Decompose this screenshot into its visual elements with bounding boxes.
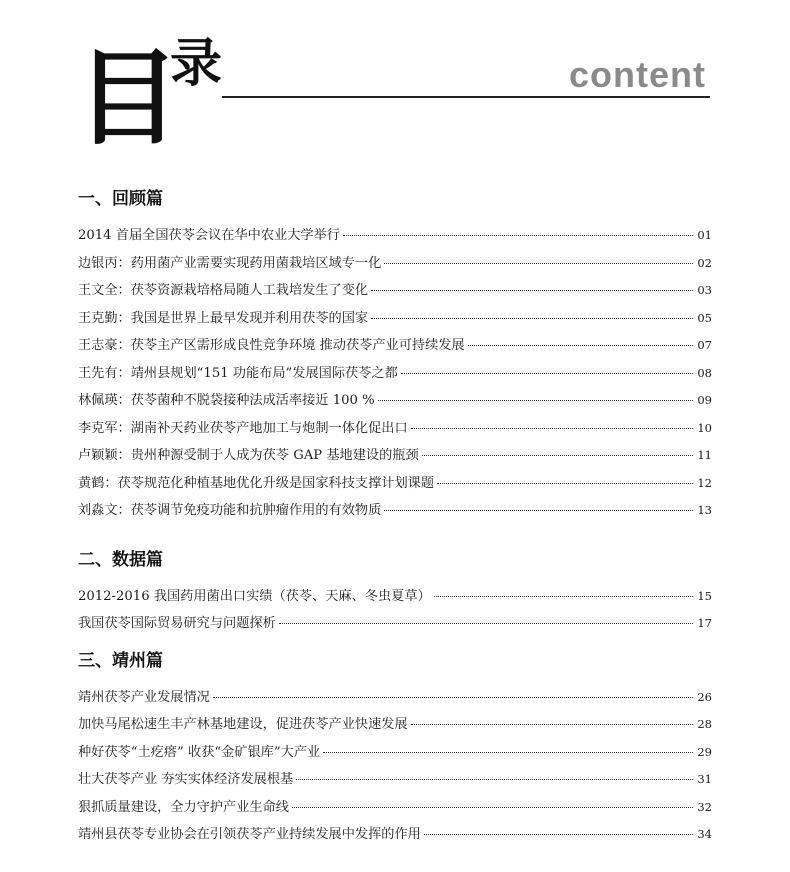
toc-entry[interactable]	[78, 332, 712, 360]
entry-page-number: 29	[697, 744, 712, 759]
header-rule	[222, 96, 710, 98]
entry-page-number: 17	[697, 616, 712, 630]
dot-leader	[371, 318, 693, 319]
toc-entry[interactable]	[78, 684, 712, 712]
dot-leader	[434, 596, 693, 597]
entry-title: 靖州县规划“151 功能布局”发展国际茯苓之都	[130, 365, 398, 381]
entry-title: 茯苓主产区需形成良性竞争环境 推动茯苓产业可持续发展	[130, 338, 465, 353]
toc-entry[interactable]	[78, 470, 712, 498]
section-title: 三、靖州篇	[78, 650, 163, 671]
entry-page-number: 13	[697, 503, 712, 517]
entry-title: 茯苓规范化种植基地优化升级是国家科技支撑计划课题	[117, 475, 435, 491]
entry-page-number: 32	[697, 799, 712, 814]
dot-leader	[378, 400, 693, 401]
toc-entry[interactable]	[78, 250, 712, 278]
entry-page-number: 26	[697, 689, 712, 704]
entry-author: 王志豪：	[78, 338, 131, 353]
entry-author: 王先有：	[78, 365, 131, 381]
toc-entry[interactable]	[78, 387, 712, 415]
dot-leader	[424, 834, 693, 835]
entry-page-number: 15	[697, 588, 712, 603]
toc-entry[interactable]	[78, 821, 712, 849]
entry-title: 我国是世界上最早发现并利用茯苓的国家	[130, 310, 369, 326]
section-title: 二、数据篇	[78, 549, 163, 570]
section-gap	[78, 638, 712, 640]
dot-leader	[422, 455, 693, 456]
entry-page-number: 07	[697, 338, 712, 352]
entry-page-number: 34	[697, 827, 712, 841]
entry-title: 种好茯苓“土疙瘩” 收获“金矿银库”大产业	[78, 744, 321, 760]
entry-author: 边银丙：	[78, 255, 131, 271]
table-of-contents	[78, 178, 712, 849]
entry-author: 林佩瑛：	[78, 393, 131, 408]
entry-author: 卢颖颖：	[78, 448, 131, 463]
entry-page-number: 03	[697, 283, 712, 297]
entry-author: 王文全：	[78, 283, 131, 298]
entry-title: 茯苓资源栽培格局随人工栽培发生了变化	[130, 283, 369, 298]
entry-title: 加快马尾松速生丰产林基地建设，促进茯苓产业快速发展	[78, 717, 408, 732]
dot-leader	[468, 345, 693, 346]
entry-author: 黄鹤：	[78, 475, 118, 491]
section-gap	[78, 525, 712, 539]
section-title: 一、回顾篇	[78, 189, 163, 209]
dot-leader	[279, 623, 693, 624]
dot-leader	[343, 235, 693, 236]
entry-title: 贵州种源受制于人成为茯苓 GAP 基地建设的瓶颈	[130, 448, 419, 463]
dot-leader	[401, 373, 693, 374]
dot-leader	[384, 510, 693, 511]
dot-leader	[371, 290, 693, 291]
entry-title: 狠抓质量建设，全力守护产业生命线	[78, 799, 289, 815]
content-subtitle: content	[569, 54, 706, 95]
entry-page-number: 05	[697, 310, 712, 325]
entry-page-number: 31	[697, 772, 712, 786]
entry-page-number: 08	[697, 365, 712, 380]
toc-entry[interactable]	[78, 497, 712, 525]
dot-leader	[411, 724, 693, 725]
dot-leader	[323, 752, 693, 753]
entry-page-number: 11	[697, 448, 712, 462]
title-char-mu: 目	[76, 37, 177, 159]
entry-title: 茯苓调节免疫功能和抗肿瘤作用的有效物质	[130, 503, 382, 518]
dot-leader	[292, 807, 693, 808]
dot-leader	[384, 263, 693, 264]
entry-author: 王克勤：	[78, 310, 131, 326]
entry-page-number: 02	[697, 255, 712, 270]
entry-title: 2012-2016 我国药用菌出口实绩（茯苓、天麻、冬虫夏草）	[78, 588, 431, 604]
dot-leader	[411, 428, 693, 429]
toc-entry[interactable]	[78, 305, 712, 333]
entry-title: 我国茯苓国际贸易研究与问题探析	[78, 616, 276, 631]
toc-entry[interactable]	[78, 415, 712, 443]
toc-entry[interactable]	[78, 277, 712, 305]
toc-entry[interactable]	[78, 583, 712, 611]
toc-entry[interactable]	[78, 360, 712, 388]
dot-leader	[213, 697, 693, 698]
entry-title: 茯苓菌种不脱袋接种法成活率接近 100 %	[130, 393, 375, 408]
entry-title: 药用菌产业需要实现药用菌栽培区域专一化	[130, 255, 382, 271]
toc-entry[interactable]	[78, 610, 712, 638]
toc-entry[interactable]	[78, 766, 712, 794]
entry-title: 2014 首届全国茯苓会议在华中农业大学举行	[78, 228, 340, 243]
toc-entry[interactable]	[78, 739, 712, 767]
entry-page-number: 01	[697, 228, 712, 242]
entry-page-number: 12	[697, 475, 712, 490]
dot-leader	[437, 483, 693, 484]
entry-author: 刘淼文：	[78, 503, 131, 518]
entry-author: 李克军：	[78, 420, 131, 436]
toc-entry[interactable]	[78, 442, 712, 470]
entry-title: 壮大茯苓产业 夯实实体经济发展根基	[78, 772, 294, 787]
entry-page-number: 09	[697, 393, 712, 407]
dot-leader	[296, 779, 693, 780]
title-char-lu: 录	[170, 34, 223, 94]
entry-title: 湖南补天药业茯苓产地加工与炮制一体化促出口	[130, 420, 408, 436]
entry-page-number: 10	[697, 420, 712, 435]
entry-title: 靖州县茯苓专业协会在引领茯苓产业持续发展中发挥的作用	[78, 827, 421, 842]
toc-entry[interactable]	[78, 222, 712, 250]
toc-header	[0, 0, 790, 180]
entry-page-number: 28	[697, 717, 712, 731]
toc-entry[interactable]	[78, 711, 712, 739]
entry-title: 靖州茯苓产业发展情况	[78, 689, 210, 705]
toc-entry[interactable]	[78, 794, 712, 822]
